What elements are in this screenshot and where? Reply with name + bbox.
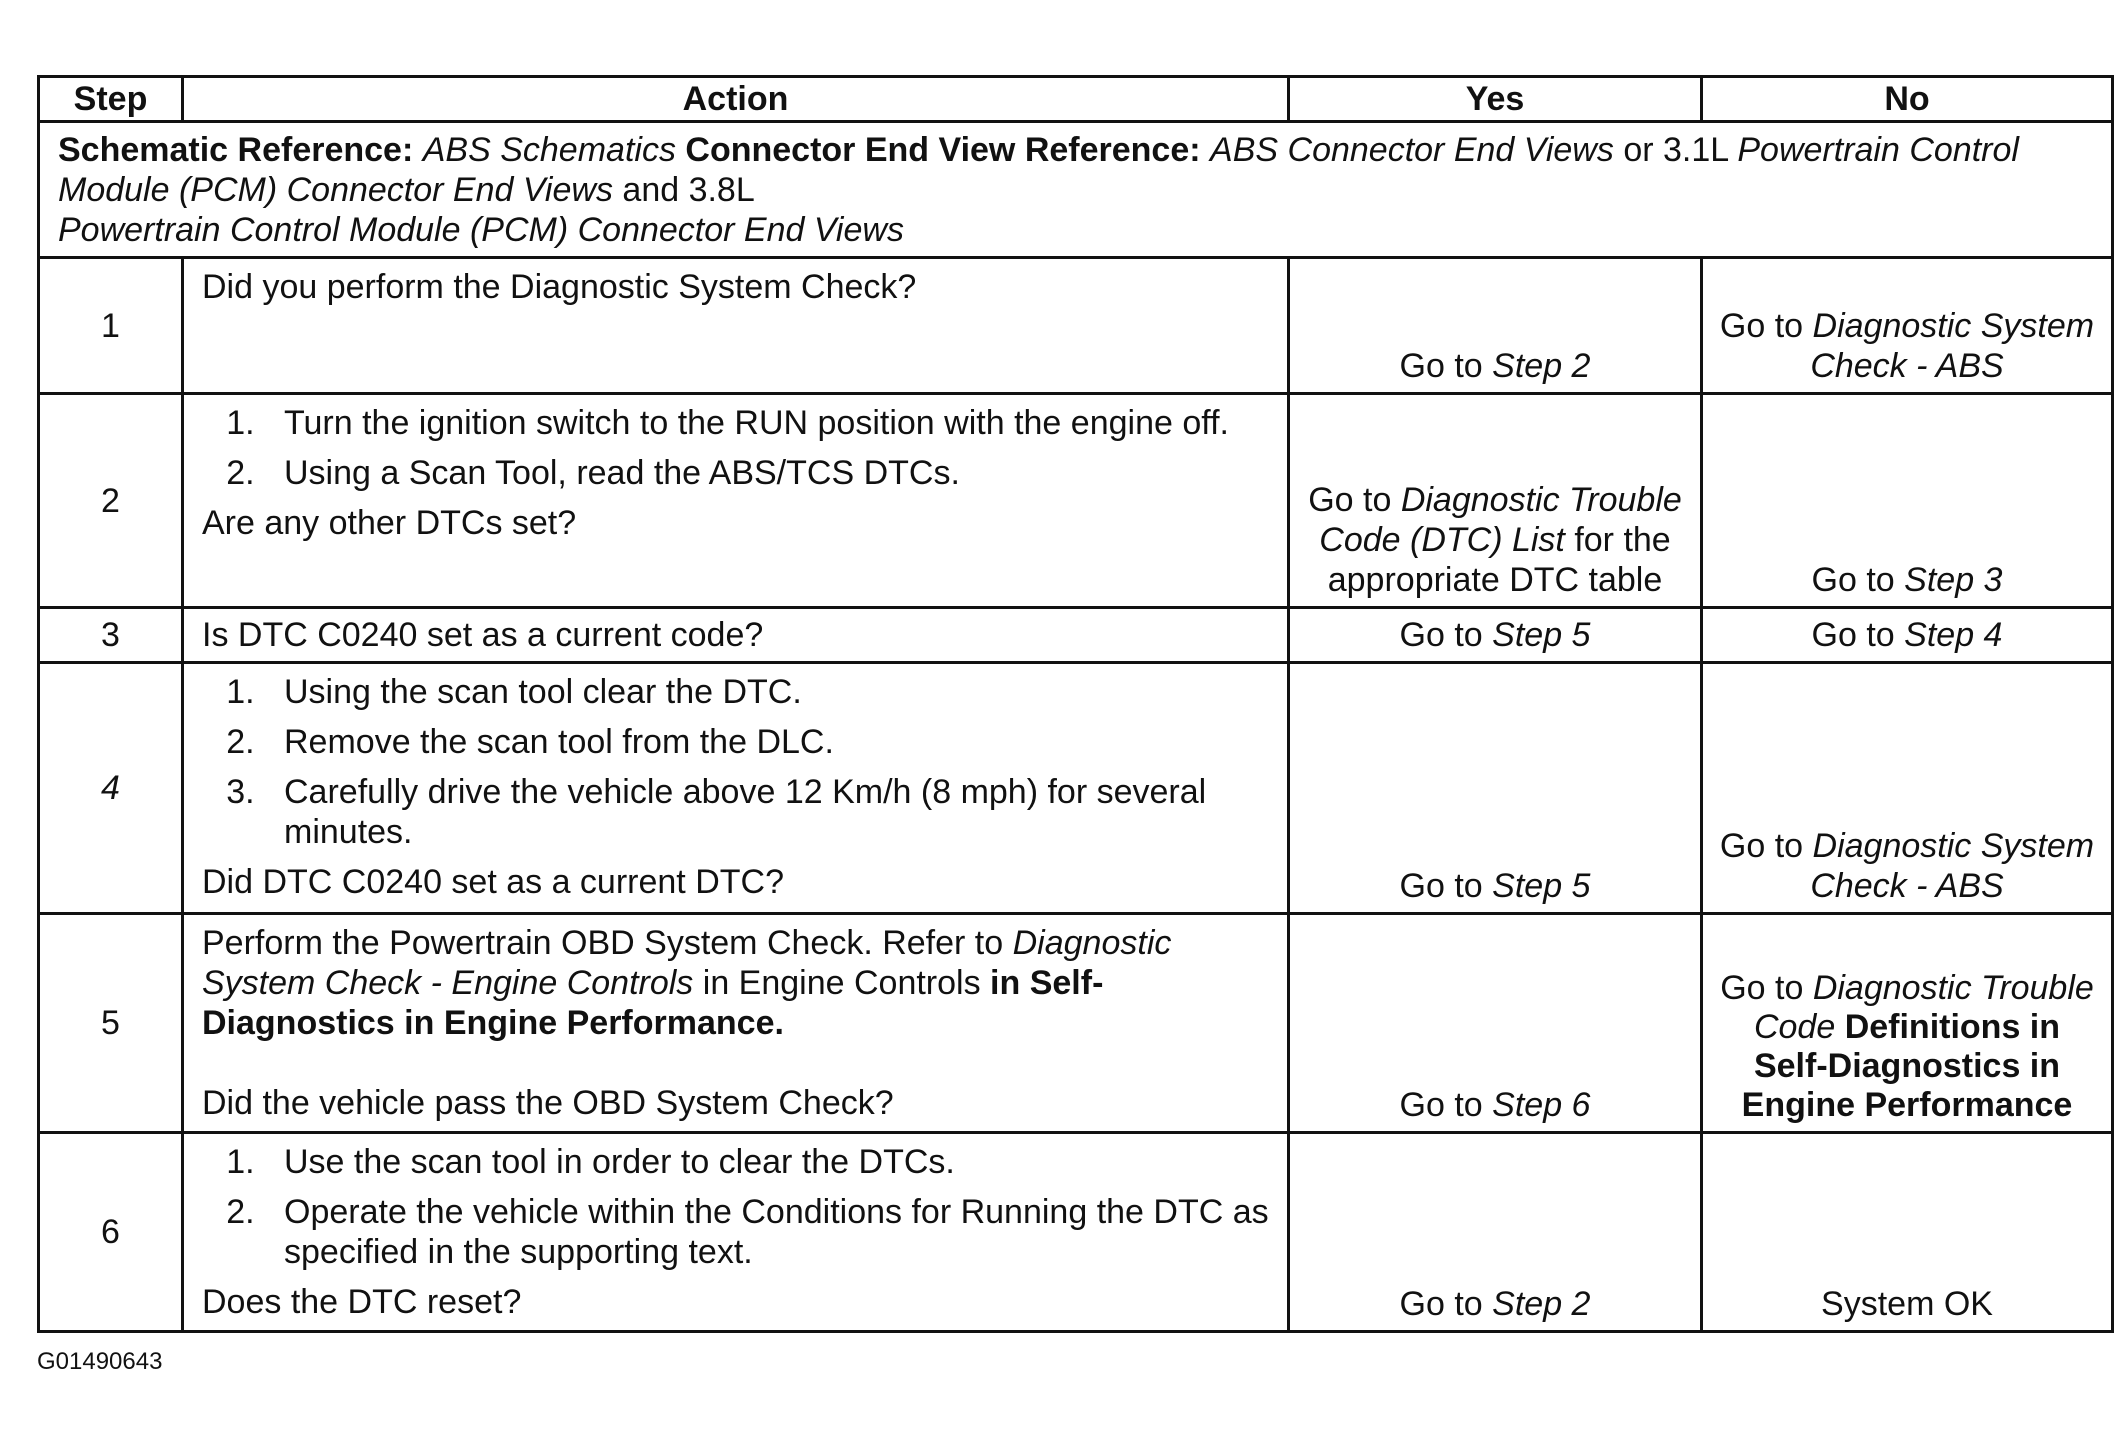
step-number	[39, 663, 183, 914]
yes-link[interactable]: Step 2	[1492, 347, 1591, 385]
action-step-item: 1. Turn the ignition switch to the RUN position with the engine off.	[264, 403, 1269, 443]
step-number-italic: 4	[101, 769, 120, 807]
yes-suffix: for the appropriate DTC table	[1327, 521, 1671, 599]
no-link[interactable]: Step 4	[1904, 616, 2003, 654]
no-link[interactable]: Diagnostic System Check - ABS	[1810, 827, 2095, 905]
yes-link[interactable]: Step 5	[1492, 867, 1591, 905]
header-yes: Yes	[1289, 77, 1702, 122]
action-cell	[183, 608, 1289, 663]
yes-cell	[1289, 914, 1702, 1133]
connector-reference-link-38[interactable]: Powertrain Control Module (PCM) Connector End Views	[58, 210, 904, 249]
step-number: 5	[39, 914, 183, 1133]
step-number: 2	[39, 394, 183, 608]
connector-reference-label: Connector End View Reference:	[685, 130, 1201, 169]
action-text: Perform the Powertrain OBD System Check. Refer to	[202, 924, 1004, 962]
action-step-item: 2. Operate the vehicle within the Conditions for Running the DTC as specified in the supporting text.	[264, 1192, 1269, 1272]
no-cell	[1702, 914, 2113, 1133]
no-link[interactable]: Step 3	[1904, 561, 2003, 599]
no-cell	[1702, 394, 2113, 608]
no-cell	[1702, 608, 2113, 663]
action-step-item: 2. Remove the scan tool from the DLC.	[264, 722, 1269, 762]
no-prefix: Go to	[1811, 561, 1895, 599]
diagnostic-table	[37, 75, 2114, 1333]
action-question: Did DTC C0240 set as a current DTC?	[202, 863, 784, 901]
reference-cell	[39, 122, 2113, 258]
action-steps-list	[202, 1142, 1269, 1272]
table-row	[39, 914, 2113, 1133]
action-text-bold: in Self-Diagnostics in Engine Performance.	[202, 964, 1104, 1042]
header-no: No	[1702, 77, 2113, 122]
step-number: 6	[39, 1133, 183, 1332]
schematic-reference-link[interactable]: ABS Schematics	[422, 130, 676, 169]
table-row	[39, 663, 2113, 914]
yes-cell	[1289, 394, 1702, 608]
reference-and-text: and 3.8L	[622, 170, 755, 209]
yes-link[interactable]: Step 5	[1492, 616, 1591, 654]
no-prefix: Go to	[1719, 827, 1804, 865]
table-row	[39, 258, 2113, 394]
action-steps-list	[202, 672, 1269, 852]
yes-prefix: Go to	[1399, 1285, 1483, 1323]
action-instruction	[202, 923, 1269, 1043]
action-cell	[183, 914, 1289, 1133]
no-cell	[1702, 258, 2113, 394]
reference-or-text: or 3.1L	[1623, 130, 1728, 169]
action-step-item: 1. Use the scan tool in order to clear the DTCs.	[264, 1142, 1269, 1182]
action-question: Did the vehicle pass the OBD System Check?	[202, 1084, 894, 1122]
no-link[interactable]: Diagnostic Trouble Code	[1753, 969, 2094, 1046]
step-number: 3	[39, 608, 183, 663]
no-cell	[1702, 1133, 2113, 1332]
no-link[interactable]: Diagnostic System Check - ABS	[1810, 307, 2095, 385]
yes-cell	[1289, 608, 1702, 663]
table-row	[39, 1133, 2113, 1332]
action-cell	[183, 1133, 1289, 1332]
spacer	[202, 1043, 1269, 1083]
action-link[interactable]: Diagnostic System Check - Engine Controls	[202, 924, 1172, 1002]
action-step-item: 1. Using the scan tool clear the DTC.	[264, 672, 1269, 712]
no-text: System OK	[1821, 1285, 1993, 1323]
step-number: 1	[39, 258, 183, 394]
header-step: Step	[39, 77, 183, 122]
action-question: Is DTC C0240 set as a current code?	[202, 616, 764, 654]
yes-prefix: Go to	[1399, 616, 1483, 654]
action-cell	[183, 394, 1289, 608]
yes-prefix: Go to	[1399, 867, 1483, 905]
action-cell	[183, 663, 1289, 914]
action-question: Did you perform the Diagnostic System Check?	[202, 268, 917, 306]
action-step-item: 3. Carefully drive the vehicle above 12 Km/h (8 mph) for several minutes.	[264, 772, 1269, 852]
reference-row	[39, 122, 2113, 258]
header-action: Action	[183, 77, 1289, 122]
yes-cell	[1289, 1133, 1702, 1332]
yes-prefix: Go to	[1399, 1086, 1483, 1124]
yes-prefix: Go to	[1308, 481, 1392, 519]
connector-reference-link-abs[interactable]: ABS Connector End Views	[1210, 130, 1614, 169]
action-text-2: in Engine Controls	[702, 964, 981, 1002]
figure-id: G01490643	[37, 1348, 163, 1375]
header-row	[39, 77, 2113, 122]
yes-link[interactable]: Step 2	[1492, 1285, 1591, 1323]
action-question: Are any other DTCs set?	[202, 504, 577, 542]
yes-prefix: Go to	[1399, 347, 1483, 385]
no-cell	[1702, 663, 2113, 914]
schematic-reference-label: Schematic Reference:	[58, 130, 414, 169]
no-prefix: Go to	[1811, 616, 1895, 654]
action-steps-list	[202, 403, 1269, 493]
action-step-item: 2. Using a Scan Tool, read the ABS/TCS DTCs.	[264, 453, 1269, 493]
table-row	[39, 608, 2113, 663]
action-cell	[183, 258, 1289, 394]
no-prefix: Go to	[1720, 969, 1804, 1007]
action-question: Does the DTC reset?	[202, 1283, 522, 1321]
no-bold-text: Definitions in Self-Diagnostics in Engine Performance	[1741, 1008, 2073, 1124]
yes-link[interactable]: Step 6	[1492, 1086, 1591, 1124]
yes-cell	[1289, 258, 1702, 394]
yes-link[interactable]: Diagnostic Trouble Code (DTC) List	[1319, 481, 1682, 559]
no-prefix: Go to	[1719, 307, 1804, 345]
connector-reference-link-31[interactable]: Powertrain Control Module (PCM) Connector End Views	[58, 130, 2019, 209]
table-row	[39, 394, 2113, 608]
yes-cell	[1289, 663, 1702, 914]
